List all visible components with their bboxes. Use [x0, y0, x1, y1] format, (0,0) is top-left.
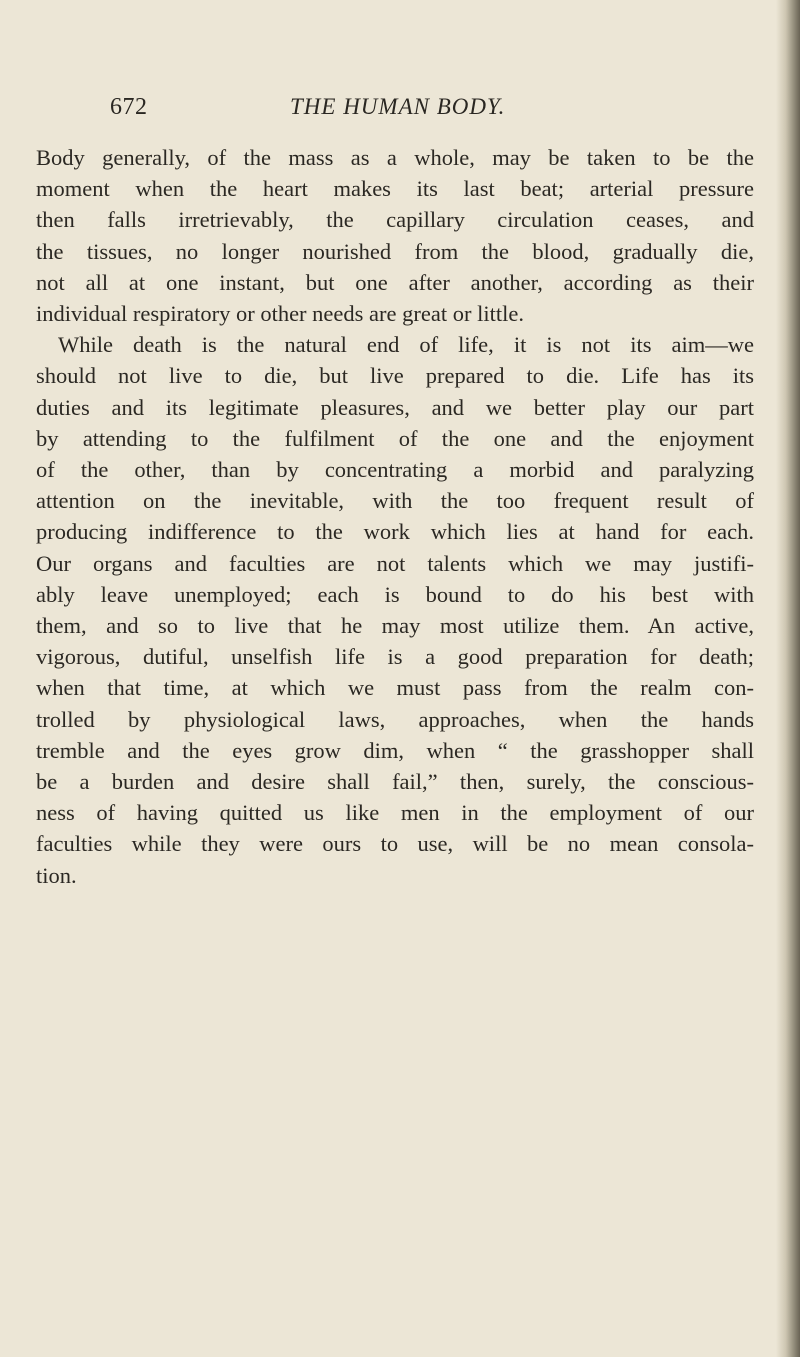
text-line: While death is the natural end of life, it is not its aim—we [58, 332, 754, 358]
text-line: individual respiratory or other needs are great or little. [36, 301, 524, 327]
page-header [110, 94, 670, 128]
text-line: them, and so to live that he may most utilize them. An active, [36, 613, 754, 639]
text-line: Our organs and faculties are not talents which we may justifi- [36, 550, 754, 576]
text-line: tremble and the eyes grow dim, when “ the grasshopper shall [36, 737, 754, 763]
text-line: attention on the inevitable, with the too frequent result of [36, 488, 754, 514]
text-line: of the other, than by concentrating a morbid and paralyzing [36, 457, 754, 483]
page-number: 672 [110, 94, 148, 120]
text-line: not all at one instant, but one after another, according as their [36, 269, 754, 295]
text-line: when that time, at which we must pass from the realm con- [36, 675, 754, 701]
text-line: faculties while they were ours to use, will be no mean consola- [36, 831, 754, 857]
text-line: be a burden and desire shall fail,” then, surely, the conscious- [36, 769, 754, 795]
page-edge-shadow [776, 0, 800, 1357]
text-line: ably leave unemployed; each is bound to do his best with [36, 581, 754, 607]
text-line: by attending to the fulfilment of the one and the enjoyment [36, 425, 754, 451]
body-text [36, 142, 754, 891]
text-line: the tissues, no longer nourished from the blood, gradually die, [36, 238, 754, 264]
text-line: moment when the heart makes its last beat; arterial pressure [36, 176, 754, 202]
text-line: vigorous, dutiful, unselfish life is a good preparation for death; [36, 644, 754, 670]
running-head: THE HUMAN BODY. [290, 94, 506, 119]
text-line: tion. [36, 862, 77, 888]
text-line: then falls irretrievably, the capillary circulation ceases, and [36, 207, 754, 233]
text-line: should not live to die, but live prepared to die. Life has its [36, 363, 754, 389]
text-line: trolled by physiological laws, approaches, when the hands [36, 706, 754, 732]
text-line: Body generally, of the mass as a whole, may be taken to be the [36, 145, 754, 170]
text-line: ness of having quitted us like men in the employment of our [36, 800, 754, 826]
text-line: producing indifference to the work which lies at hand for each. [36, 519, 754, 545]
text-line: duties and its legitimate pleasures, and we better play our part [36, 394, 754, 420]
